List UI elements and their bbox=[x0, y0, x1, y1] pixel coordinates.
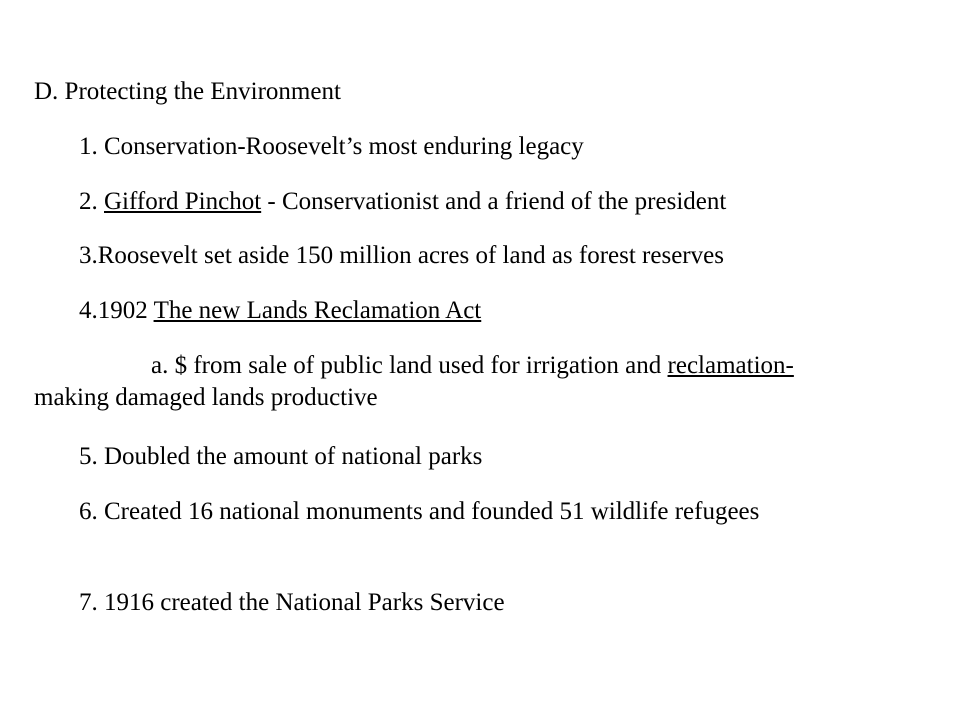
list-item-2 bbox=[34, 186, 914, 218]
sub-item-a-rest: making damaged lands productive bbox=[34, 384, 378, 411]
reclamation-act-term: The new Lands Reclamation Act bbox=[153, 297, 482, 324]
list-item-1: 1. Conservation-Roosevelt’s most enduring legacy bbox=[79, 133, 584, 160]
item-2-prefix: 2. bbox=[79, 188, 104, 215]
list-item-6: 6. Created 16 national monuments and founded 51 wildlife refugees bbox=[79, 498, 760, 525]
list-item-5: 5. Doubled the amount of national parks bbox=[79, 443, 483, 470]
sub-item-a bbox=[34, 350, 794, 414]
gifford-pinchot-term: Gifford Pinchot bbox=[104, 188, 262, 215]
item-2-rest: - Conservationist and a friend of the president bbox=[261, 188, 727, 215]
item-4-prefix: 4.1902 bbox=[79, 297, 154, 324]
list-item-3: 3.Roosevelt set aside 150 million acres of land as forest reserves bbox=[79, 242, 724, 269]
list-item-7: 7. 1916 created the National Parks Service bbox=[79, 589, 505, 616]
sub-item-a-prefix: a. $ from sale of public land used for irrigation and bbox=[151, 352, 668, 379]
list-item-4 bbox=[34, 295, 914, 327]
reclamation-term: reclamation- bbox=[667, 352, 794, 379]
section-heading: D. Protecting the Environment bbox=[34, 78, 341, 105]
